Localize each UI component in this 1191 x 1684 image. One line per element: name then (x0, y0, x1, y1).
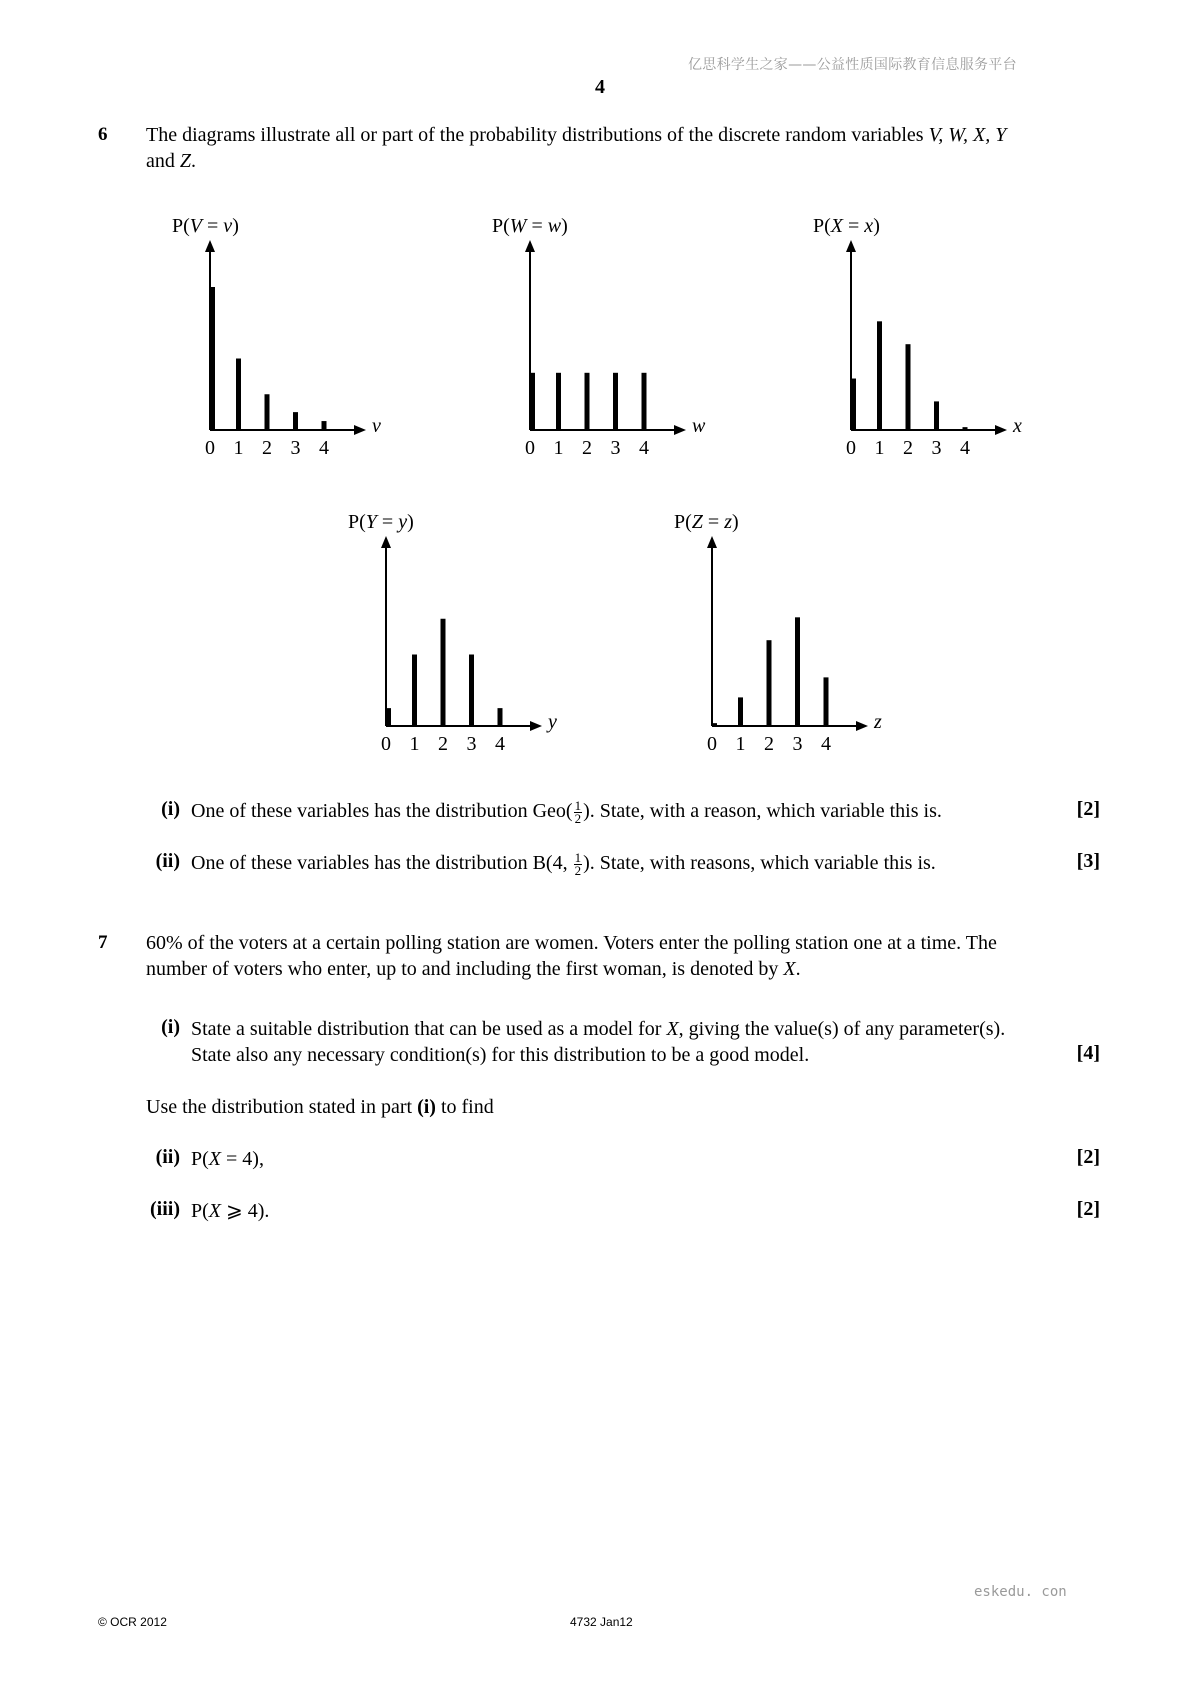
bar-2 (265, 394, 270, 430)
x-axis-arrow (674, 425, 686, 435)
q6-intro-vars: V, W, X, Y (928, 124, 1007, 146)
chart-title-part: V (189, 215, 203, 237)
bar-0 (851, 379, 856, 430)
bar-2 (585, 373, 590, 430)
frac-den: 2 (574, 810, 582, 826)
frac-den: 2 (574, 862, 582, 878)
x-axis-variable-label: w (692, 415, 706, 437)
question-7-number: 7 (98, 932, 108, 953)
y-axis-arrow (381, 536, 391, 548)
fraction-half (574, 797, 583, 826)
x-tick-label: 1 (553, 437, 564, 459)
chart-title-part: = (526, 215, 548, 237)
bar-4 (824, 677, 829, 726)
bar-3 (293, 412, 298, 430)
chart-title-part: Z (691, 511, 703, 533)
question-6-number: 6 (98, 124, 108, 145)
chart-title-part: y (398, 511, 408, 533)
chart-title-part: W (509, 215, 527, 237)
q7-part-iii-marks: [2] (1076, 1198, 1100, 1220)
chart-title-part: = (843, 215, 865, 237)
chart-title-part: z (724, 511, 732, 533)
watermark-top: 亿思科学生之家——公益性质国际教育信息服务平台 (688, 57, 1017, 73)
x-axis-arrow (354, 425, 366, 435)
bar-0 (530, 373, 535, 430)
bar-0 (386, 708, 391, 726)
x-tick-label: 0 (707, 733, 717, 755)
q7-part-i-text (191, 1016, 1101, 1068)
chart-title-part: = (702, 511, 725, 533)
x-tick-label: 2 (262, 437, 272, 459)
q7-i-line2: State also any necessary condition(s) for this distribution to be a good model. (191, 1044, 810, 1066)
question-6-intro (146, 122, 1106, 174)
q6-part-ii-marks: [3] (1076, 850, 1100, 872)
q7-intro-var: X (783, 958, 796, 980)
x-tick-label: 2 (582, 437, 592, 459)
q7-ii-post: = 4), (221, 1148, 264, 1170)
chart-title (674, 511, 739, 533)
question-7-intro (146, 930, 1106, 982)
bar-1 (412, 655, 417, 727)
x-tick-label: 1 (409, 733, 420, 755)
bar-3 (934, 401, 939, 430)
x-tick-label: 1 (874, 437, 885, 459)
y-axis-arrow (525, 240, 535, 252)
chart-title-part: Y (365, 511, 377, 533)
x-tick-label: 3 (610, 437, 621, 459)
q7-i-line1: State a suitable distribution that can be used as a model for (191, 1018, 667, 1040)
q7-use-suffix: to find (435, 1096, 494, 1118)
x-tick-label: 1 (233, 437, 244, 459)
x-axis-arrow (856, 721, 868, 731)
q7-part-iii-label: (iii) (150, 1198, 180, 1220)
q7-intro-line2: number of voters who enter, up to and including the first woman, is denoted by (146, 958, 784, 980)
bar-4 (963, 427, 968, 430)
chart-v (160, 212, 400, 477)
chart-title-part: P( (348, 511, 366, 533)
x-axis-variable-label: x (1013, 415, 1022, 437)
q6-part-i-marks: [2] (1076, 798, 1100, 820)
chart-title-part: = (376, 511, 399, 533)
q6-intro-var-z: Z (179, 150, 192, 172)
q6-intro-end: . (191, 150, 197, 172)
chart-title-part: P( (172, 215, 190, 237)
x-tick-label: 2 (438, 733, 448, 755)
chart-title-part: P( (492, 215, 510, 237)
q7-part-i-label: (i) (161, 1016, 180, 1038)
bar-2 (441, 619, 446, 726)
chart-title (348, 511, 414, 533)
chart-title-part: ) (407, 511, 414, 533)
q6-intro-and: and (146, 150, 180, 172)
chart-title-part: P( (813, 215, 831, 237)
q7-part-iii-text (191, 1198, 269, 1224)
chart-x (801, 212, 1041, 477)
chart-title-part: P( (674, 511, 692, 533)
bar-4 (322, 421, 327, 430)
q6-i-after: ). State, with a reason, which variable this is. (583, 800, 942, 822)
q7-iii-post: ⩾ 4). (221, 1200, 270, 1222)
x-tick-label: 3 (931, 437, 942, 459)
chart-title (172, 215, 239, 237)
y-axis-arrow (846, 240, 856, 252)
q6-part-i-label: (i) (161, 798, 180, 820)
bar-4 (642, 373, 647, 430)
y-axis-arrow (205, 240, 215, 252)
bar-1 (236, 359, 241, 431)
x-tick-label: 3 (466, 733, 477, 755)
q7-i-var: X (666, 1018, 679, 1040)
bar-1 (556, 373, 561, 430)
bar-4 (498, 708, 503, 726)
q7-use-line (146, 1094, 846, 1120)
bar-3 (795, 617, 800, 726)
q7-iii-var: X (208, 1200, 222, 1222)
x-axis-arrow (530, 721, 542, 731)
x-tick-label: 4 (821, 733, 831, 755)
x-tick-label: 2 (903, 437, 913, 459)
q6-intro-text: The diagrams illustrate all or part of the probability distributions of the discrete random variables (146, 124, 929, 146)
x-axis-variable-label: y (548, 711, 557, 733)
bar-2 (767, 640, 772, 726)
x-tick-label: 0 (846, 437, 856, 459)
q7-use-prefix: Use the distribution stated in part (146, 1096, 418, 1118)
q6-ii-before: One of these variables has the distribution B(4, (191, 852, 573, 874)
chart-title (492, 215, 568, 237)
page-number: 4 (595, 76, 605, 98)
frac-num: 1 (574, 797, 582, 813)
x-tick-label: 1 (735, 733, 746, 755)
chart-y (336, 508, 576, 773)
q6-part-ii-text (191, 850, 1051, 877)
x-tick-label: 4 (319, 437, 329, 459)
x-axis-variable-label: z (874, 711, 882, 733)
bar-2 (906, 344, 911, 430)
x-tick-label: 2 (764, 733, 774, 755)
x-axis-arrow (995, 425, 1007, 435)
y-axis-arrow (707, 536, 717, 548)
q6-i-before: One of these variables has the distribution Geo( (191, 800, 573, 822)
x-axis-variable-label: v (372, 415, 381, 437)
chart-w (480, 212, 720, 477)
chart-title-part: ) (873, 215, 880, 237)
x-tick-label: 0 (381, 733, 391, 755)
chart-title-part: x (864, 215, 874, 237)
chart-title (813, 215, 880, 237)
bar-3 (613, 373, 618, 430)
q7-intro-line1: 60% of the voters at a certain polling station are women. Voters enter the polling station one at a time. The (146, 932, 997, 954)
chart-z (662, 508, 902, 773)
footer-copyright: © OCR 2012 (98, 1615, 167, 1629)
chart-title-part: X (830, 215, 844, 237)
x-tick-label: 4 (495, 733, 505, 755)
x-tick-label: 0 (525, 437, 535, 459)
x-tick-label: 3 (290, 437, 301, 459)
bar-0 (712, 723, 717, 726)
q6-part-ii-label: (ii) (155, 850, 180, 872)
fraction-half (574, 849, 583, 878)
chart-title-part: v (223, 215, 233, 237)
bar-3 (469, 655, 474, 727)
q7-part-ii-label: (ii) (155, 1146, 180, 1168)
bar-1 (877, 321, 882, 430)
q7-ii-pre: P( (191, 1148, 209, 1170)
chart-title-part: ) (232, 215, 239, 237)
q7-use-bold: (i) (417, 1096, 436, 1118)
q7-i-line1-end: , giving the value(s) of any parameter(s). (678, 1018, 1006, 1040)
x-tick-label: 4 (639, 437, 649, 459)
q7-part-ii-text (191, 1146, 264, 1172)
watermark-bottom: eskedu. con (974, 1584, 1067, 1600)
q7-part-i-marks: [4] (1076, 1042, 1100, 1064)
bar-1 (738, 697, 743, 726)
x-tick-label: 0 (205, 437, 215, 459)
chart-title-part: ) (732, 511, 739, 533)
chart-title-part: ) (561, 215, 568, 237)
bar-0 (210, 287, 215, 430)
q7-part-ii-marks: [2] (1076, 1146, 1100, 1168)
x-tick-label: 3 (792, 733, 803, 755)
x-tick-label: 4 (960, 437, 970, 459)
frac-num: 1 (574, 849, 582, 865)
chart-title-part: w (547, 215, 562, 237)
q6-part-i-text (191, 798, 1051, 825)
chart-title-part: = (202, 215, 224, 237)
q6-ii-after: ). State, with reasons, which variable this is. (583, 852, 936, 874)
q7-intro-end: . (795, 958, 801, 980)
footer-paper-code: 4732 Jan12 (570, 1615, 633, 1629)
q7-ii-var: X (208, 1148, 222, 1170)
q7-iii-pre: P( (191, 1200, 209, 1222)
